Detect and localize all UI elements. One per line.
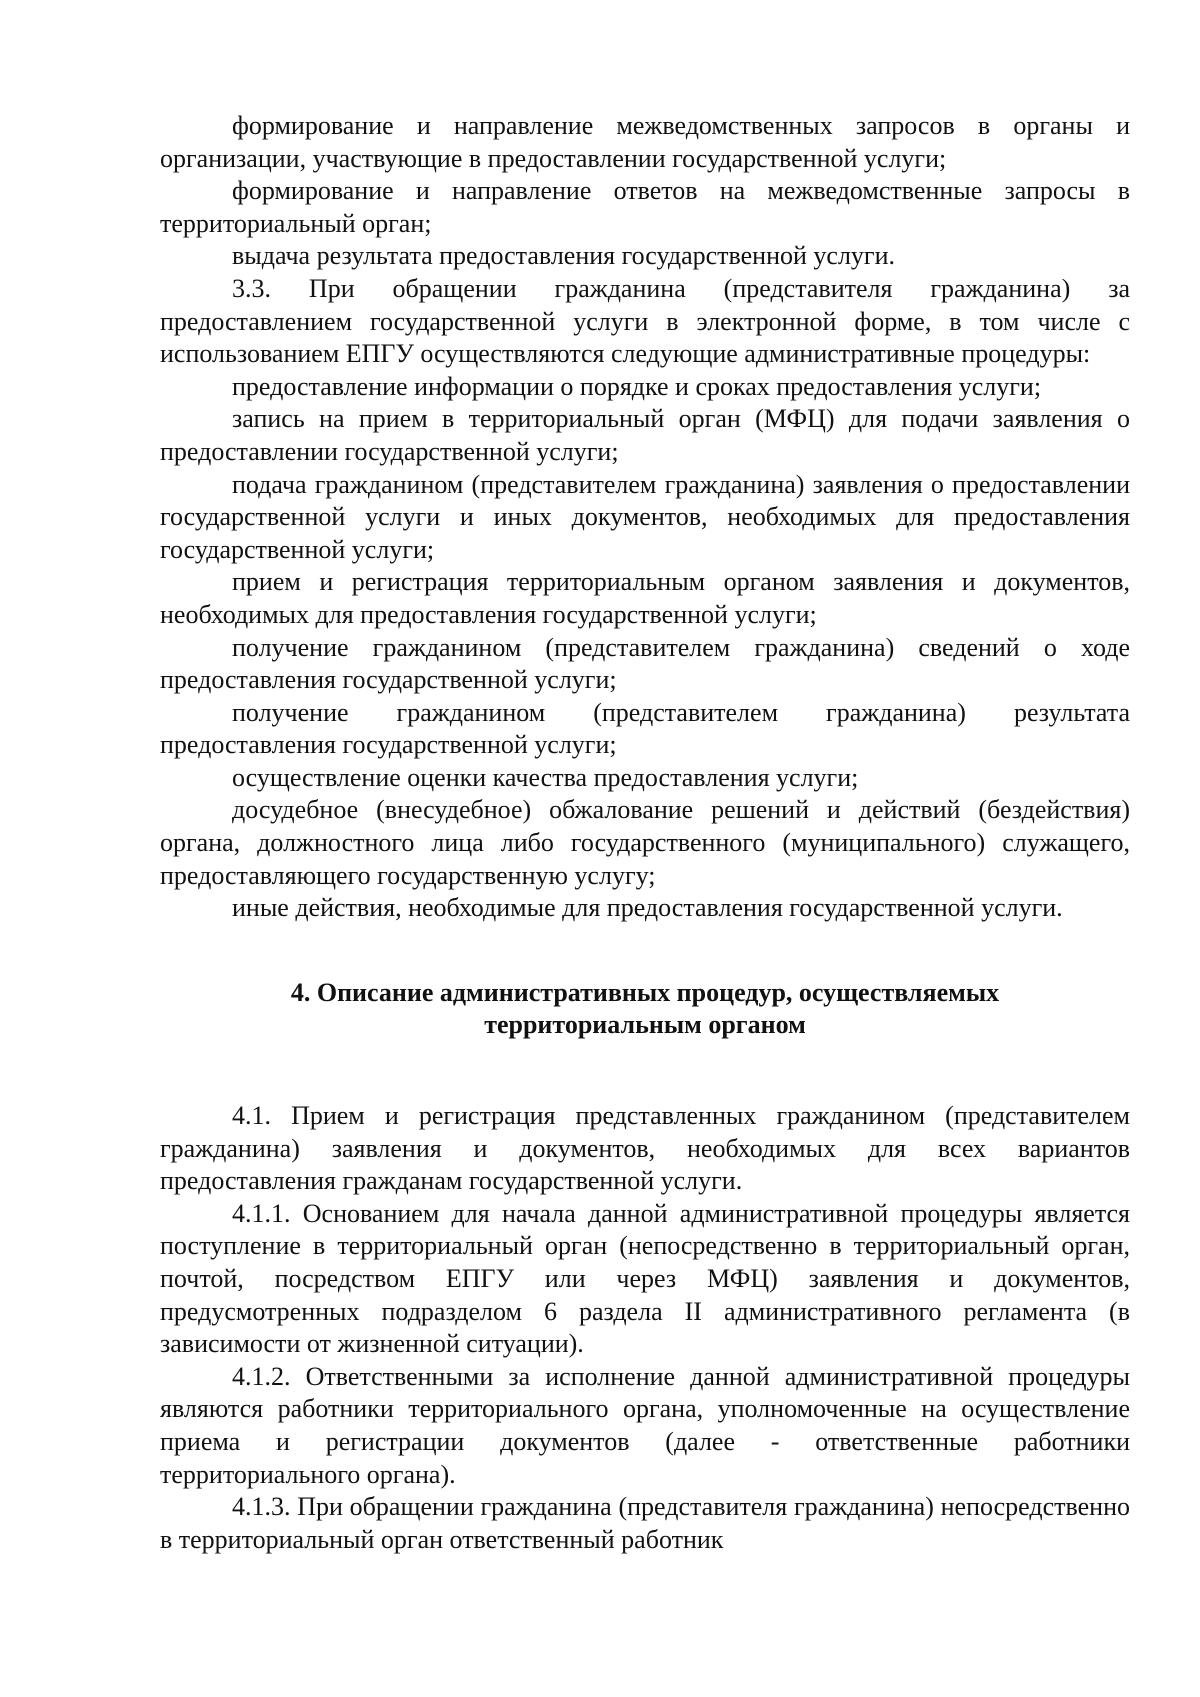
paragraph: запись на прием в территориальный орган (МФЦ) для подачи заявления о предоставлении государственной услуги; (160, 404, 1130, 466)
paragraph: предоставление информации о порядке и сроках предоставления услуги; (232, 371, 1042, 401)
paragraph: формирование и направление ответов на межведомственные запросы в территориальный орган; (160, 176, 1130, 238)
section-heading-line-1: 4. Описание административных процедур, осуществляемых (290, 977, 1000, 1007)
paragraph: осуществление оценки качества предоставления услуги; (232, 762, 859, 792)
paragraph: 4.1.2. Ответственными за исполнение данной административной процедуры являются работники территориального органа, уполномоченные на осуществление приема и регистрации документов (далее - ответственные работники территориального органа). (160, 1361, 1130, 1489)
top-paragraphs (160, 110, 1130, 925)
paragraph: подача гражданином (представителем гражданина) заявления о предоставлении государственной услуги и иных документов, необходимых для предоставления государственной услуги; (160, 469, 1130, 564)
paragraph: прием и регистрация территориальным органом заявления и документов, необходимых для предоставления государственной услуги; (160, 567, 1130, 629)
paragraph: 3.3. При обращении гражданина (представителя гражданина) за предоставлением государственной услуги в электронной форме, в том числе с использованием ЕПГУ осуществляются следующие административные процедуры: (160, 273, 1130, 369)
paragraph: выдача результата предоставления государственной услуги. (232, 241, 896, 271)
paragraph: получение гражданином (представителем гражданина) результата предоставления государственной услуги; (160, 697, 1130, 760)
paragraph: 4.1.1. Основанием для начала данной административной процедуры является поступление в территориальный орган (непосредственно в территориальный орган, почтой, посредством ЕПГУ или через МФЦ) заявления и документов, предусмотренных подразделом 6 раздела II административного регламента (в зависимости от жизненной ситуации). (160, 1198, 1130, 1359)
paragraph: формирование и направление межведомственных запросов в органы и организации, участвующие в предоставлении государственной услуги; (160, 111, 1130, 173)
section-heading (160, 977, 1130, 1042)
spacer (160, 925, 1130, 977)
paragraph: 4.1.3. При обращении гражданина (представителя гражданина) непосредственно в территориальный орган ответственный работник (160, 1492, 1130, 1554)
paragraph: получение гражданином (представителем гражданина) сведений о ходе предоставления государственной услуги; (160, 632, 1130, 695)
bottom-paragraphs (160, 1100, 1130, 1556)
spacer (160, 1042, 1130, 1100)
paragraph: досудебное (внесудебное) обжалование решений и действий (бездействия) органа, должностного лица либо государственного (муниципального) служащего, предоставляющего государственную услугу; (160, 795, 1130, 890)
section-heading-line-2: территориальным органом (484, 1010, 806, 1040)
paragraph: 4.1. Прием и регистрация представленных гражданином (представителем гражданина) заявления и документов, необходимых для всех вариантов предоставления гражданам государственной услуги. (160, 1101, 1130, 1196)
paragraph: иные действия, необходимые для предоставления государственной услуги. (232, 893, 1063, 923)
